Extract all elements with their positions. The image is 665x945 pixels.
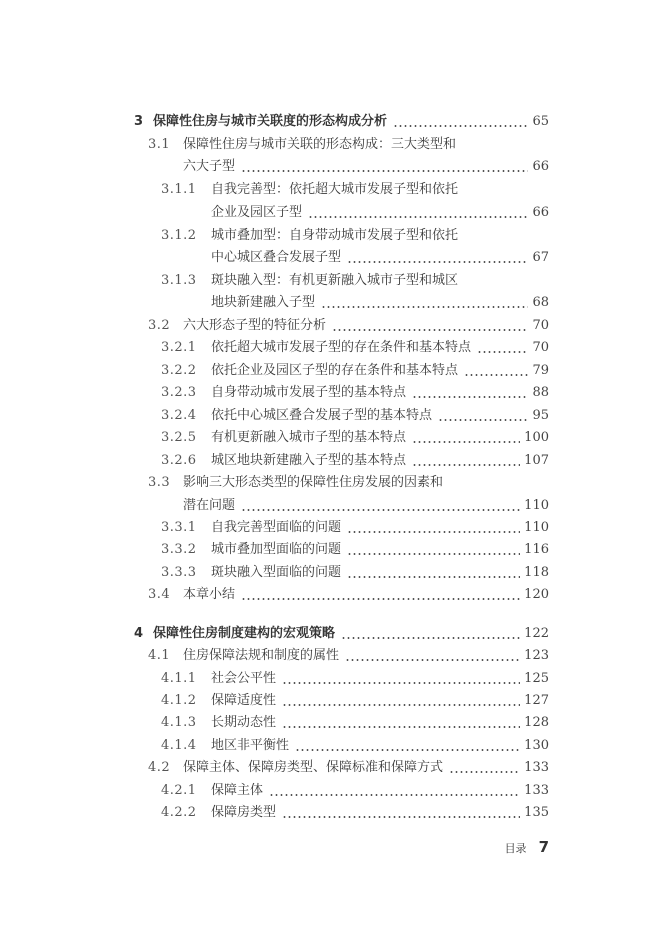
toc-title: 保障性住房与城市关联度的形态构成分析	[153, 114, 388, 129]
toc-entry	[161, 334, 549, 356]
toc-section-number: 3.2.1	[161, 340, 197, 355]
dot-leader	[477, 351, 528, 353]
toc-entry	[161, 222, 458, 244]
toc-page-number: 123	[524, 648, 549, 663]
dot-leader	[393, 125, 528, 127]
toc-entry	[161, 732, 549, 754]
toc-entry	[161, 289, 549, 311]
toc-entry	[161, 176, 458, 198]
toc-title: 地块新建融入子型	[211, 295, 316, 310]
dot-leader	[464, 374, 528, 376]
toc-section-number: 4.1.2	[161, 693, 197, 708]
toc-title: 中心城区叠合发展子型	[211, 250, 342, 265]
toc-title: 保障主体	[211, 783, 264, 798]
toc-title: 保障适度性	[211, 693, 277, 708]
toc-page-number: 122	[524, 626, 549, 641]
toc-entry	[148, 469, 443, 491]
toc-page-number: 128	[524, 715, 549, 730]
toc-entry	[161, 687, 549, 709]
toc-section-number: 3.3.2	[161, 542, 197, 557]
toc-page-number: 66	[532, 205, 549, 220]
toc-title: 自我完善型：依托超大城市发展子型和依托	[211, 182, 459, 197]
dot-leader	[282, 726, 520, 728]
toc-title: 住房保障法规和制度的属性	[183, 648, 340, 663]
dot-leader	[347, 261, 528, 263]
dot-leader	[412, 396, 528, 398]
dot-leader	[241, 598, 520, 600]
toc-title: 企业及园区子型	[211, 205, 303, 220]
toc-title: 六大形态子型的特征分析	[183, 318, 327, 333]
toc-section-number: 3.1.3	[161, 273, 197, 288]
toc-title: 地区非平衡性	[211, 738, 290, 753]
toc-section-number: 3.2.6	[161, 453, 197, 468]
dot-leader	[308, 216, 528, 218]
toc-title: 城市叠加型：自身带动城市发展子型和依托	[211, 228, 459, 243]
toc-section-number: 3.3.3	[161, 565, 197, 580]
toc-entry	[148, 153, 549, 175]
toc-section-number: 4.1.1	[161, 671, 197, 686]
toc-title: 影响三大形态类型的保障性住房发展的因素和	[183, 475, 444, 490]
dot-leader	[282, 816, 520, 818]
toc-page-number: 65	[532, 114, 549, 129]
toc-section-number: 4.2.2	[161, 805, 197, 820]
toc-entry	[161, 267, 458, 289]
toc-page-number: 95	[532, 408, 549, 423]
toc-entry	[134, 620, 549, 642]
toc-title: 自身带动城市发展子型的基本特点	[211, 385, 407, 400]
toc-entry	[134, 108, 549, 130]
toc-title: 依托超大城市发展子型的存在条件和基本特点	[211, 340, 472, 355]
toc-page-number: 88	[532, 385, 549, 400]
toc-section-number: 3	[134, 114, 144, 129]
toc-entry	[161, 536, 549, 558]
toc-entry	[148, 492, 549, 514]
dot-leader	[345, 659, 520, 661]
toc-page-number: 67	[532, 250, 549, 265]
toc-title: 社会公平性	[211, 671, 277, 686]
toc-section-number: 3.3.1	[161, 520, 197, 535]
footer-label: 目录	[504, 842, 527, 855]
toc-page-number: 127	[524, 693, 549, 708]
toc-title: 保障性住房与城市关联的形态构成：三大类型和	[183, 137, 457, 152]
toc-section-number: 3.1.1	[161, 182, 197, 197]
toc-entry	[161, 244, 549, 266]
dot-leader	[241, 509, 520, 511]
toc-section-number: 4.1.4	[161, 738, 197, 753]
toc-page-number: 130	[524, 738, 549, 753]
toc-entry	[161, 447, 549, 469]
toc-page-number: 107	[524, 453, 549, 468]
page-footer	[505, 838, 549, 856]
toc-entry	[161, 777, 549, 799]
toc-page-number: 79	[532, 363, 549, 378]
toc-title: 城市叠加型面临的问题	[211, 542, 342, 557]
toc-page-number: 120	[524, 587, 549, 602]
toc-entry	[148, 642, 549, 664]
toc-title: 依托企业及园区子型的存在条件和基本特点	[211, 363, 459, 378]
toc-title: 保障性住房制度建构的宏观策略	[153, 626, 336, 641]
toc-section-number: 4.2	[148, 760, 171, 775]
toc-title: 依托中心城区叠合发展子型的基本特点	[211, 408, 433, 423]
toc-section-number: 3.1	[148, 137, 171, 152]
toc-title: 长期动态性	[211, 715, 277, 730]
dot-leader	[449, 771, 520, 773]
toc-page-number: 125	[524, 671, 549, 686]
dot-leader	[347, 576, 520, 578]
toc-page-number: 135	[524, 805, 549, 820]
toc-title: 保障房类型	[211, 805, 277, 820]
toc-section-number: 3.1.2	[161, 228, 197, 243]
toc-title: 城区地块新建融入子型的基本特点	[211, 453, 407, 468]
toc-title: 自我完善型面临的问题	[211, 520, 342, 535]
toc-title: 斑块融入型面临的问题	[211, 565, 342, 580]
toc-section-number: 3.2.3	[161, 385, 197, 400]
toc-entry	[161, 424, 549, 446]
toc-section-number: 4.1	[148, 648, 171, 663]
toc-entry	[161, 665, 549, 687]
toc-section-number: 3.2.5	[161, 430, 197, 445]
dot-leader	[347, 553, 520, 555]
toc-page-number: 70	[532, 318, 549, 333]
toc-entry	[148, 581, 549, 603]
toc-section-number: 4.1.3	[161, 715, 197, 730]
toc-section-number: 3.4	[148, 587, 171, 602]
dot-leader	[412, 441, 520, 443]
toc-page-number: 116	[524, 542, 549, 557]
toc-section-number: 4	[134, 626, 144, 641]
toc-section-number: 3.2.4	[161, 408, 197, 423]
toc-entry	[148, 131, 456, 153]
page-number: 7	[538, 838, 549, 856]
toc-entry	[161, 514, 549, 536]
toc-entry	[148, 754, 549, 776]
toc-page-number: 70	[532, 340, 549, 355]
toc-entry	[161, 357, 549, 379]
toc-page-number: 110	[524, 520, 549, 535]
dot-leader	[269, 794, 520, 796]
toc-page-number: 118	[524, 565, 549, 580]
toc-title: 本章小结	[183, 587, 236, 602]
toc-title: 六大子型	[183, 159, 236, 174]
toc-section-number: 4.2.1	[161, 783, 197, 798]
toc-entry	[161, 559, 549, 581]
dot-leader	[347, 531, 520, 533]
toc-page-number: 133	[524, 760, 549, 775]
dot-leader	[438, 419, 528, 421]
toc-entry	[161, 402, 549, 424]
toc-page-number: 100	[524, 430, 549, 445]
toc-title: 保障主体、保障房类型、保障标准和保障方式	[183, 760, 444, 775]
toc-page-number: 133	[524, 783, 549, 798]
toc-entry	[161, 379, 549, 401]
toc-title: 有机更新融入城市子型的基本特点	[211, 430, 407, 445]
toc-title: 潜在问题	[183, 498, 236, 513]
toc-entry	[161, 799, 549, 821]
toc-section-number: 3.2.2	[161, 363, 197, 378]
dot-leader	[412, 464, 520, 466]
toc-title: 斑块融入型：有机更新融入城市子型和城区	[211, 273, 459, 288]
dot-leader	[241, 170, 528, 172]
toc-page-number: 66	[532, 159, 549, 174]
toc-section-number: 3.2	[148, 318, 171, 333]
dot-leader	[341, 637, 520, 639]
toc-page-number: 68	[532, 295, 549, 310]
toc-page-number: 110	[524, 498, 549, 513]
dot-leader	[282, 682, 520, 684]
toc-entry	[161, 199, 549, 221]
toc-entry	[161, 709, 549, 731]
dot-leader	[295, 749, 520, 751]
dot-leader	[321, 306, 528, 308]
toc-section-number: 3.3	[148, 475, 171, 490]
toc-entry	[148, 312, 549, 334]
dot-leader	[332, 329, 528, 331]
dot-leader	[282, 704, 520, 706]
